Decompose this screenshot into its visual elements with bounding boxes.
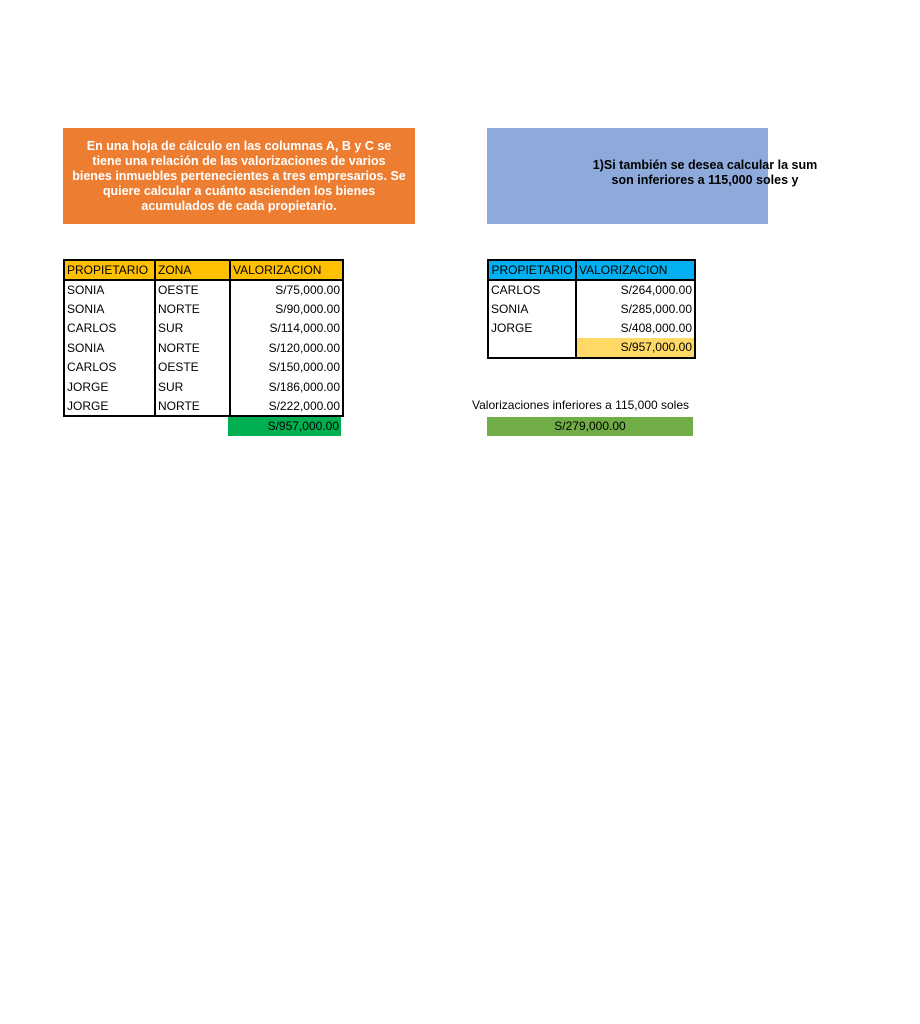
table-row <box>488 319 695 339</box>
main-total-cell[interactable]: S/957,000.00 <box>228 417 341 436</box>
cell-valorizacion[interactable]: S/120,000.00 <box>230 338 343 358</box>
table-row <box>64 377 343 397</box>
cell-propietario[interactable]: JORGE <box>64 397 155 417</box>
table-row <box>488 280 695 300</box>
table-row <box>488 299 695 319</box>
table-row <box>64 299 343 319</box>
question-text-box <box>487 128 818 224</box>
cell-zona[interactable]: SUR <box>155 319 230 339</box>
cell-zona[interactable]: NORTE <box>155 397 230 417</box>
summary-table <box>487 259 696 359</box>
cell-zona[interactable]: OESTE <box>155 358 230 378</box>
header-zona[interactable]: ZONA <box>155 260 230 280</box>
table-row <box>64 338 343 358</box>
cell-valorizacion[interactable]: S/75,000.00 <box>230 280 343 300</box>
cell-valorizacion[interactable]: S/408,000.00 <box>576 319 695 339</box>
cell-valorizacion[interactable]: S/285,000.00 <box>576 299 695 319</box>
cell-propietario[interactable]: SONIA <box>64 280 155 300</box>
valuations-table <box>63 259 344 417</box>
table-row <box>64 358 343 378</box>
table-header-row <box>488 260 695 280</box>
question-line-2: son inferiores a 115,000 soles y <box>611 173 799 187</box>
header-propietario[interactable]: PROPIETARIO <box>64 260 155 280</box>
header-propietario[interactable]: PROPIETARIO <box>488 260 576 280</box>
cell-propietario[interactable]: JORGE <box>64 377 155 397</box>
cell-valorizacion[interactable]: S/186,000.00 <box>230 377 343 397</box>
cell-propietario[interactable]: SONIA <box>488 299 576 319</box>
header-valorizacion[interactable]: VALORIZACION <box>230 260 343 280</box>
header-valorizacion[interactable]: VALORIZACION <box>576 260 695 280</box>
cell-zona[interactable]: NORTE <box>155 338 230 358</box>
cell-valorizacion[interactable]: S/222,000.00 <box>230 397 343 417</box>
less-than-label: Valorizaciones inferiores a 115,000 soles <box>472 398 690 412</box>
cell-propietario[interactable]: SONIA <box>64 299 155 319</box>
table-header-row <box>64 260 343 280</box>
question-text <box>490 158 920 188</box>
table-row <box>64 280 343 300</box>
cell-propietario[interactable]: CARLOS <box>488 280 576 300</box>
intro-text: En una hoja de cálculo en las columnas A, B y C se tiene una relación de las valorizaciones de varios bienes inmuebles pertenecientes a tres empresarios. Se quiere calcular a cuánto ascienden los bienes acumulados de cada propietario. <box>72 138 406 213</box>
cell-zona[interactable]: SUR <box>155 377 230 397</box>
table-row <box>64 319 343 339</box>
cell-valorizacion[interactable]: S/114,000.00 <box>230 319 343 339</box>
cell-propietario[interactable]: JORGE <box>488 319 576 339</box>
less-than-total-cell[interactable]: S/279,000.00 <box>487 417 693 436</box>
summary-total-cell[interactable]: S/957,000.00 <box>576 338 695 358</box>
table-row <box>64 397 343 417</box>
cell-propietario[interactable]: CARLOS <box>64 319 155 339</box>
cell-propietario[interactable]: SONIA <box>64 338 155 358</box>
empty-cell[interactable] <box>488 338 576 358</box>
cell-valorizacion[interactable]: S/264,000.00 <box>576 280 695 300</box>
cell-zona[interactable]: NORTE <box>155 299 230 319</box>
cell-valorizacion[interactable]: S/90,000.00 <box>230 299 343 319</box>
cell-zona[interactable]: OESTE <box>155 280 230 300</box>
cell-propietario[interactable]: CARLOS <box>64 358 155 378</box>
table-row <box>488 338 695 358</box>
intro-text-box <box>63 128 415 224</box>
cell-valorizacion[interactable]: S/150,000.00 <box>230 358 343 378</box>
question-line-1: 1)Si también se desea calcular la sum <box>592 158 818 172</box>
